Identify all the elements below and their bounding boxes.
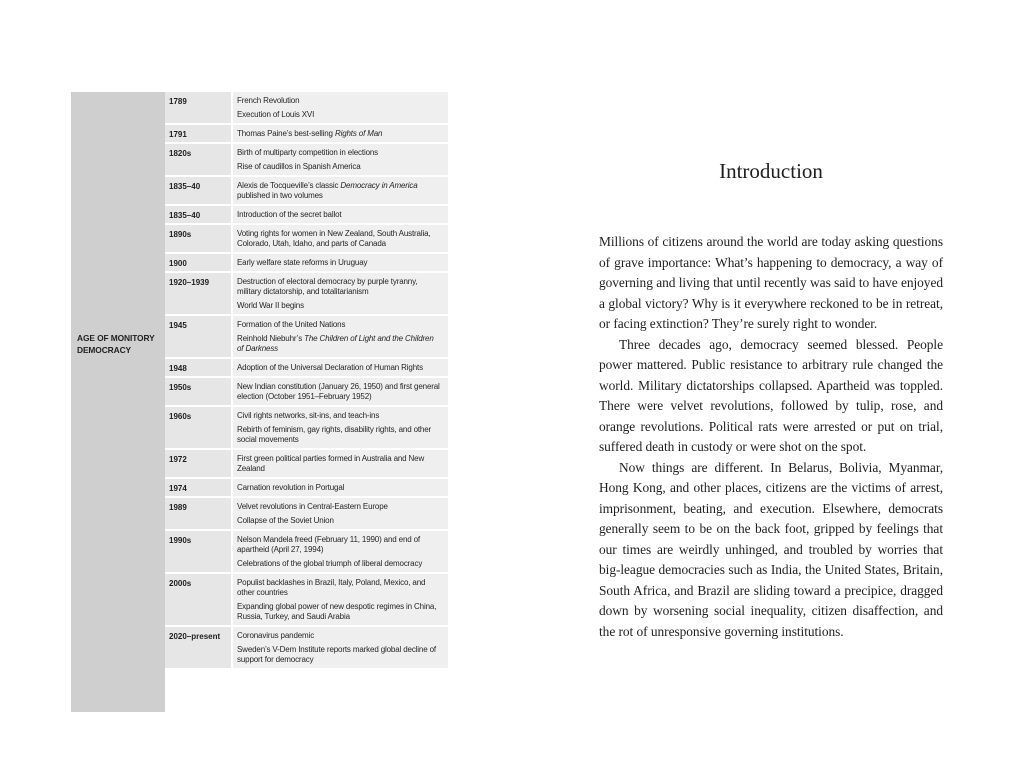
timeline-events (231, 450, 448, 477)
event-title-italic: Rights of Man (334, 129, 383, 138)
timeline-row (165, 479, 448, 498)
timeline-events (231, 125, 448, 142)
timeline-year: 1948 (165, 359, 231, 376)
timeline-event: Nelson Mandela freed (February 11, 1990) and end of apartheid (April 27, 1994) (237, 535, 420, 554)
timeline-events (231, 531, 448, 572)
timeline-row (165, 316, 448, 359)
timeline-event: Expanding global power of new despotic regimes in China, Russia, Turkey, and Saudi Arabia (237, 602, 437, 621)
timeline-events (231, 92, 448, 123)
timeline-year: 1960s (165, 407, 231, 448)
era-label: AGE OF MONITORY DEMOCRACY (77, 333, 155, 355)
timeline-year: 1989 (165, 498, 231, 529)
timeline-year: 1890s (165, 225, 231, 252)
chapter-title: Introduction (719, 159, 823, 183)
timeline-row (165, 92, 448, 125)
timeline-event: Carnation revolution in Portugal (237, 483, 345, 492)
timeline-event: Velvet revolutions in Central-Eastern Europe (237, 502, 388, 511)
timeline-year: 1972 (165, 450, 231, 477)
timeline-year: 1835–40 (165, 177, 231, 204)
timeline-row (165, 125, 448, 144)
timeline-event: Early welfare state reforms in Uruguay (237, 258, 368, 267)
timeline-row (165, 574, 448, 627)
timeline-event (237, 129, 442, 139)
timeline-events (231, 479, 448, 496)
timeline-year: 1990s (165, 531, 231, 572)
event-text: Alexis de Tocqueville’s classic (237, 181, 341, 190)
timeline-row (165, 273, 448, 316)
timeline-row (165, 359, 448, 378)
timeline-year: 1945 (165, 316, 231, 357)
timeline-events (231, 254, 448, 271)
timeline-row (165, 225, 448, 254)
timeline-event: French Revolution (237, 96, 300, 105)
timeline-row (165, 378, 448, 407)
timeline-row (165, 407, 448, 450)
timeline-events (231, 206, 448, 223)
timeline-table (71, 92, 448, 712)
timeline-events (231, 359, 448, 376)
timeline-event: Execution of Louis XVI (237, 110, 315, 119)
timeline-event: Sweden’s V-Dem Institute reports marked global decline of support for democracy (237, 645, 436, 664)
event-text: Reinhold Niebuhr’s (237, 334, 305, 343)
timeline-event: First green political parties formed in Australia and New Zealand (237, 454, 425, 473)
timeline-event: Adoption of the Universal Declaration of Human Rights (237, 363, 423, 372)
event-text: Thomas Paine’s best-selling (237, 129, 335, 138)
timeline-year: 2000s (165, 574, 231, 625)
event-title-italic: Democracy in America (340, 181, 418, 190)
timeline-events (231, 273, 448, 314)
timeline-event: Coronavirus pandemic (237, 631, 315, 640)
paragraph: Now things are different. In Belarus, Bolivia, Myanmar, Hong Kong, and other places, citizens are the victims of arrest, imprisonment, beating, and execution. Elsewhere, democrats generally seem to be on the back foot, gripped by feelings that our times are weirdly unhinged, and troubled by worries that big-league democracies such as India, the United States, Britain, South Africa, and Brazil are sliding toward a precipice, dragged down by worsening social inequality, citizen disaffection, and the rot of unresponsive governing institutions. (599, 459, 943, 639)
timeline-events (231, 407, 448, 448)
timeline-event: Voting rights for women in New Zealand, South Australia, Colorado, Utah, Idaho, and parts of Canada (237, 229, 431, 248)
timeline-event: Formation of the United Nations (237, 320, 346, 329)
timeline-events (231, 225, 448, 252)
event-text: published in two volumes (237, 191, 323, 200)
timeline-row (165, 531, 448, 574)
timeline-year: 2020–present (165, 627, 231, 668)
timeline-year: 1950s (165, 378, 231, 405)
timeline-rows (165, 92, 448, 670)
timeline-year: 1900 (165, 254, 231, 271)
timeline-event (237, 334, 442, 354)
timeline-event: Birth of multiparty competition in elections (237, 148, 379, 157)
timeline-event: Rise of caudillos in Spanish America (237, 162, 361, 171)
timeline-year: 1791 (165, 125, 231, 142)
timeline-row (165, 450, 448, 479)
timeline-events (231, 177, 448, 204)
timeline-event: Civil rights networks, sit-ins, and teach-ins (237, 411, 380, 420)
timeline-row (165, 498, 448, 531)
event-title-italic: The Children of Light and the Children of Darkness (237, 334, 434, 353)
timeline-event: World War II begins (237, 301, 304, 310)
timeline-events (231, 627, 448, 668)
timeline-events (231, 574, 448, 625)
timeline-events (231, 144, 448, 175)
timeline-events (231, 378, 448, 405)
timeline-events (231, 498, 448, 529)
timeline-event (237, 181, 442, 201)
era-column (71, 92, 165, 712)
timeline-year: 1920–1939 (165, 273, 231, 314)
timeline-row (165, 206, 448, 225)
timeline-events (231, 316, 448, 357)
paragraph: Three decades ago, democracy seemed blessed. People power mattered. Public resistance to arbitrary rule changed the world. Military dictatorships collapsed. Apartheid was toppled. There were velvet revolutions, followed by tulip, rose, and orange revolutions. Political rats were arrested or put on trial, suffered death in custody or were shot on the spot. (599, 336, 943, 454)
timeline-row (165, 254, 448, 273)
timeline-event: Destruction of electoral democracy by purple tyranny, military dictatorship, and totalitarianism (237, 277, 418, 296)
timeline-row (165, 627, 448, 670)
timeline-year: 1835–40 (165, 206, 231, 223)
introduction-body (599, 232, 943, 642)
timeline-event: Populist backlashes in Brazil, Italy, Poland, Mexico, and other countries (237, 578, 426, 597)
timeline-year: 1820s (165, 144, 231, 175)
timeline-row (165, 177, 448, 206)
timeline-event: Introduction of the secret ballot (237, 210, 342, 219)
timeline-year: 1789 (165, 92, 231, 123)
timeline-row (165, 144, 448, 177)
timeline-event: Collapse of the Soviet Union (237, 516, 334, 525)
timeline-event: New Indian constitution (January 26, 1950) and first general election (October 1951–February 1952) (237, 382, 440, 401)
paragraph: Millions of citizens around the world are today asking questions of grave importance: What’s happening to democracy, a way of governing and living that until recently was said to have enjoyed a global victory? Why is it everywhere reckoned to be in retreat, or facing extinction? They’re surely right to wonder. (599, 234, 943, 331)
timeline-event: Celebrations of the global triumph of liberal democracy (237, 559, 423, 568)
timeline-event: Rebirth of feminism, gay rights, disability rights, and other social movements (237, 425, 432, 444)
timeline-year: 1974 (165, 479, 231, 496)
